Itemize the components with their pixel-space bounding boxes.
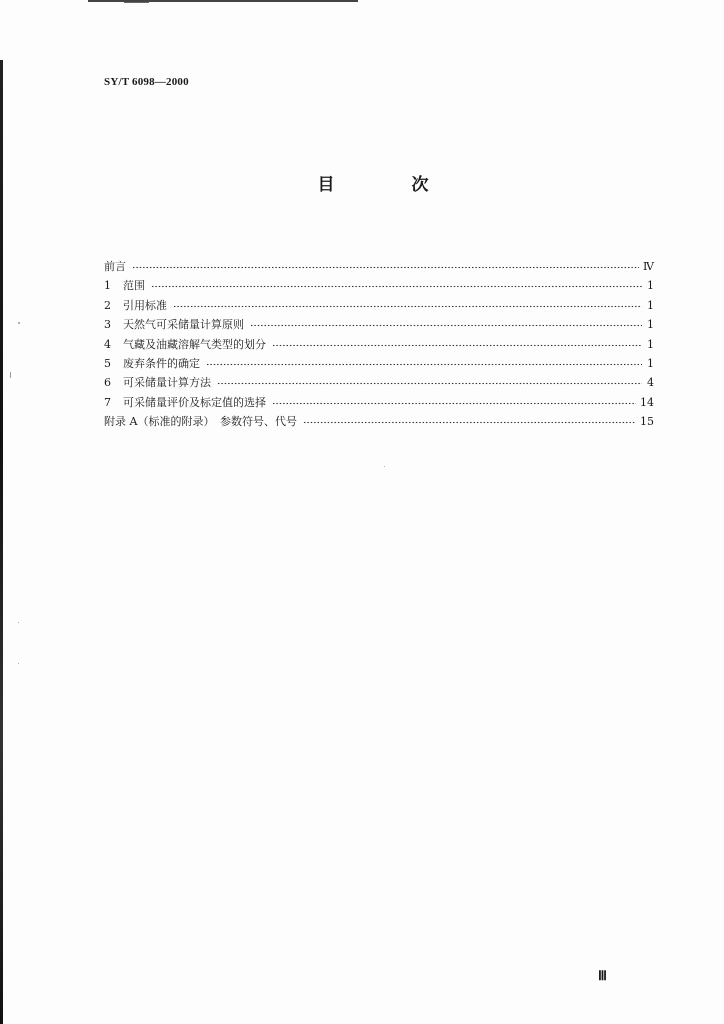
toc-dot-leader <box>217 376 642 386</box>
toc-entry-3[interactable] <box>104 315 654 334</box>
toc-entry-label: 可采储量评价及标定值的选择 <box>123 395 266 409</box>
toc-entry-label: 前言 <box>104 260 126 273</box>
toc-entry-page: Ⅳ <box>643 260 654 273</box>
standard-code: SY/T 6098—2000 <box>104 76 189 88</box>
scan-speck <box>384 466 385 467</box>
scan-speck <box>10 372 11 378</box>
toc-entry-2[interactable] <box>104 296 654 315</box>
scan-edge-top-fragment <box>124 2 149 3</box>
toc-entry-page: 1 <box>647 356 654 370</box>
toc-entry-label: 范围 <box>123 279 145 293</box>
toc-entry-label: 气藏及油藏溶解气类型的划分 <box>123 337 266 351</box>
toc-entry-number: 4 <box>104 337 111 351</box>
toc-entry-label: 附录 A（标准的附录） 参数符号、代号 <box>104 415 297 429</box>
toc-dot-leader <box>272 396 636 406</box>
toc-entry-page: 4 <box>647 376 654 390</box>
toc-entry-number: 1 <box>104 279 111 293</box>
toc-entry-number: 6 <box>104 376 111 390</box>
toc-entry-page: 1 <box>647 298 654 312</box>
toc-entry-foreword[interactable] <box>104 257 654 276</box>
toc-dot-leader <box>303 415 636 425</box>
table-of-contents <box>104 257 654 432</box>
toc-entry-page: 14 <box>640 395 654 409</box>
toc-entry-4[interactable] <box>104 335 654 354</box>
toc-entry-page: 1 <box>647 318 654 332</box>
toc-entry-label: 可采储量计算方法 <box>123 376 211 390</box>
toc-entry-page: 1 <box>647 337 654 351</box>
scan-edge-left <box>0 60 3 1024</box>
toc-entry-number: 3 <box>104 318 111 332</box>
toc-entry-label: 废弃条件的确定 <box>123 356 200 370</box>
toc-entry-page: 1 <box>647 279 654 293</box>
scan-speck <box>18 663 19 664</box>
toc-dot-leader <box>132 260 639 270</box>
toc-entry-6[interactable] <box>104 373 654 392</box>
toc-entry-number: 5 <box>104 356 111 370</box>
toc-entry-7[interactable] <box>104 393 654 412</box>
toc-entry-page: 15 <box>640 415 654 429</box>
toc-entry-label: 天然气可采储量计算原则 <box>123 318 244 332</box>
toc-dot-leader <box>250 318 642 328</box>
toc-dot-leader <box>206 357 642 367</box>
toc-entry-number: 7 <box>104 395 111 409</box>
toc-entry-appendix-a[interactable] <box>104 412 654 431</box>
scan-speck <box>18 622 19 623</box>
scan-speck <box>18 322 20 324</box>
page-title: 目 次 <box>317 175 459 195</box>
toc-dot-leader <box>151 279 642 289</box>
toc-dot-leader <box>173 299 642 309</box>
toc-entry-5[interactable] <box>104 354 654 373</box>
toc-entry-1[interactable] <box>104 276 654 295</box>
toc-entry-number: 2 <box>104 298 111 312</box>
toc-entry-label: 引用标准 <box>123 298 167 312</box>
page-number: Ⅲ <box>598 968 607 983</box>
toc-dot-leader <box>272 338 642 348</box>
